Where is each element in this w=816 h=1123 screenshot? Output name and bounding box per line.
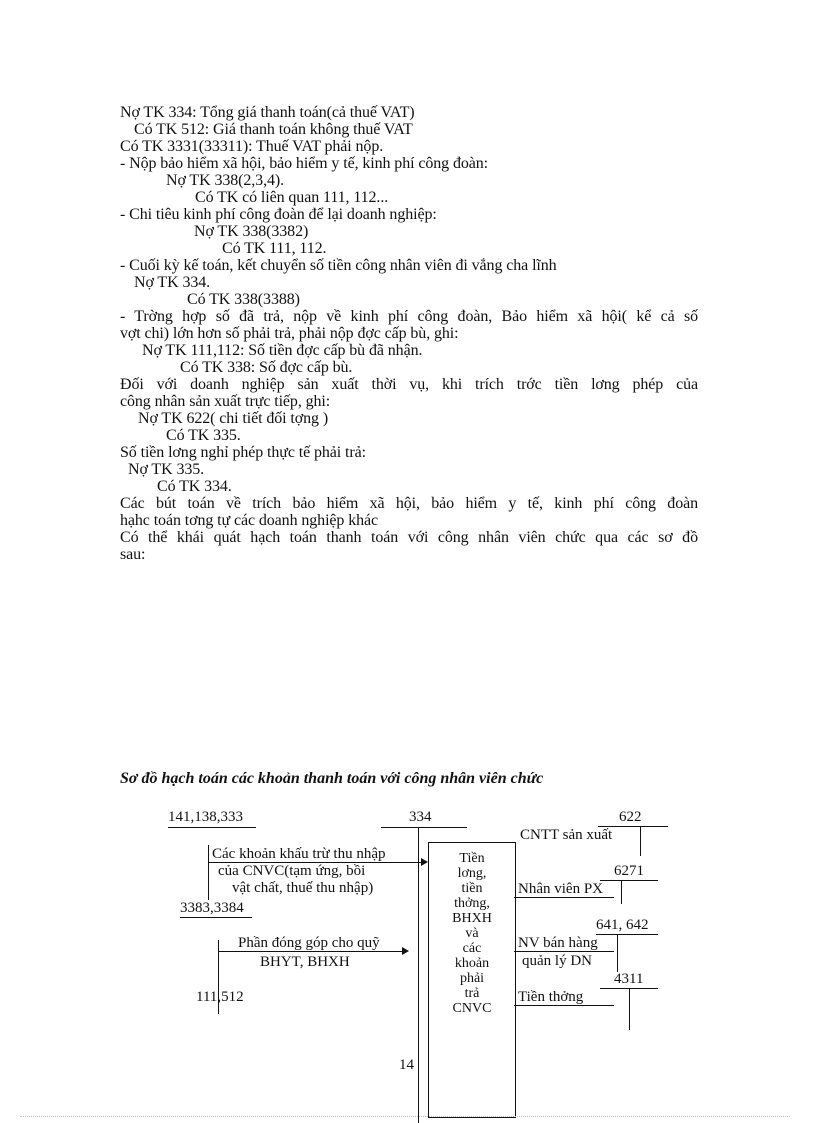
vertical-334 bbox=[418, 827, 419, 1123]
underline-641 bbox=[596, 934, 658, 935]
text-line: Nợ TK 338(3382) bbox=[194, 223, 309, 240]
nv-ban-hang-label: NV bán hàng bbox=[518, 935, 598, 951]
text-line: Nợ TK 335. bbox=[128, 461, 205, 478]
vertical-6271 bbox=[621, 880, 622, 904]
quan-ly-dn-label: quản lý DN bbox=[522, 953, 592, 969]
arrow-line-contribution bbox=[218, 951, 403, 952]
text-line: Có TK 338(3388) bbox=[187, 291, 300, 308]
arrow-head-contribution bbox=[402, 947, 409, 955]
account-3383-label: 3383,3384 bbox=[180, 900, 244, 916]
text-line: công nhân sản xuất trực tiếp, ghi: bbox=[120, 393, 331, 410]
page-number: 14 bbox=[399, 1057, 414, 1073]
vertical-4311 bbox=[629, 988, 630, 1030]
text-line: Có TK 512: Giá thanh toán không thuế VAT bbox=[134, 121, 413, 138]
text-line: Đối với doanh nghiệp sản xuất thời vụ, khi trích trớc tiền lơng phép của bbox=[120, 376, 698, 393]
text-line: - Trờng hợp số đã trả, nộp về kinh phí công đoàn, Bảo hiểm xã hội( kể cả số bbox=[120, 308, 698, 325]
account-4311-label: 4311 bbox=[614, 971, 644, 987]
account-622-label: 622 bbox=[619, 809, 642, 825]
text-line: Có TK có liên quan 111, 112... bbox=[195, 189, 389, 206]
text-line: Có TK 3331(33311): Thuế VAT phải nộp. bbox=[120, 138, 384, 155]
text-line: Có TK 335. bbox=[166, 427, 241, 444]
vertical-641 bbox=[617, 934, 618, 972]
text-line: Nợ TK 622( chi tiết đối tợng ) bbox=[138, 410, 329, 427]
text-line: - Nộp bảo hiểm xã hội, bảo hiểm y tế, kinh phí công đoàn: bbox=[120, 155, 489, 172]
text-line: Nợ TK 338(2,3,4). bbox=[166, 172, 285, 189]
arrow-line-deduction bbox=[208, 862, 422, 863]
account-111-label: 111,512 bbox=[196, 989, 244, 1005]
footer-divider bbox=[20, 1116, 790, 1117]
vertical-141 bbox=[208, 845, 209, 900]
text-line: Nợ TK 111,112: Số tiền đợc cấp bù đã nhận. bbox=[142, 342, 423, 359]
vertical-622 bbox=[640, 826, 641, 856]
text-line: Số tiền lơng nghỉ phép thực tế phải trả: bbox=[120, 444, 366, 461]
text-line: Có TK 334. bbox=[157, 478, 232, 495]
center-account-box bbox=[428, 842, 516, 1118]
account-641-label: 641, 642 bbox=[596, 917, 649, 933]
underline-334 bbox=[381, 827, 467, 828]
arrow-line-px bbox=[514, 897, 614, 898]
contribution-label-2: BHYT, BHXH bbox=[260, 954, 350, 970]
text-line: - Cuối kỳ kế toán, kết chuyển số tiền công nhân viên đi vắng cha lĩnh bbox=[120, 257, 557, 274]
text-line: Có TK 338: Số đợc cấp bù. bbox=[180, 359, 353, 376]
text-line: vợt chi) lớn hơn số phải trả, phải nộp đợc cấp bù, ghi: bbox=[120, 325, 459, 342]
cntt-label: CNTT sản xuất bbox=[520, 827, 613, 843]
tien-thuong-label: Tiền thởng bbox=[518, 989, 584, 1005]
text-line: hạhc toán tơng tự các doanh nghiệp khác bbox=[120, 512, 379, 529]
underline-622 bbox=[598, 826, 668, 827]
arrow-head-deduction bbox=[421, 858, 428, 866]
underline-6271 bbox=[600, 880, 658, 881]
diagram-title: Sơ đồ hạch toán các khoản thanh toán với công nhân viên chức bbox=[120, 770, 544, 787]
arrow-line-banhang bbox=[514, 951, 614, 952]
underline-3383 bbox=[180, 917, 252, 918]
contribution-label-1: Phần đóng góp cho quỹ bbox=[238, 935, 380, 951]
deduction-label-1: Các khoản khấu trừ thu nhập bbox=[212, 846, 386, 862]
nhan-vien-px-label: Nhân viên PX bbox=[518, 881, 603, 897]
text-line: - Chi tiêu kinh phí công đoàn để lại doanh nghiệp: bbox=[120, 206, 437, 223]
account-6271-label: 6271 bbox=[614, 863, 644, 879]
underline-141 bbox=[168, 827, 256, 828]
text-line: Nợ TK 334: Tổng giá thanh toán(cả thuế VAT) bbox=[120, 104, 415, 121]
deduction-label-2: của CNVC(tạm ứng, bồi bbox=[218, 863, 366, 879]
text-line: sau: bbox=[120, 546, 146, 563]
deduction-label-3: vật chất, thuế thu nhập) bbox=[232, 880, 374, 896]
center-box-text: Tiền lơng, tiền thởng, BHXH và các khoản phải trả CNVC bbox=[452, 851, 492, 1016]
text-line: Nợ TK 334. bbox=[134, 274, 211, 291]
account-334-label: 334 bbox=[409, 809, 432, 825]
text-line: Các bút toán về trích bảo hiểm xã hội, bảo hiểm y tế, kinh phí công đoàn bbox=[120, 495, 698, 512]
account-141-label: 141,138,333 bbox=[168, 809, 243, 825]
arrow-line-thuong bbox=[514, 1005, 614, 1006]
text-line: Có thể khái quát hạch toán thanh toán với công nhân viên chức qua các sơ đồ bbox=[120, 529, 698, 546]
text-line: Có TK 111, 112. bbox=[222, 240, 327, 257]
